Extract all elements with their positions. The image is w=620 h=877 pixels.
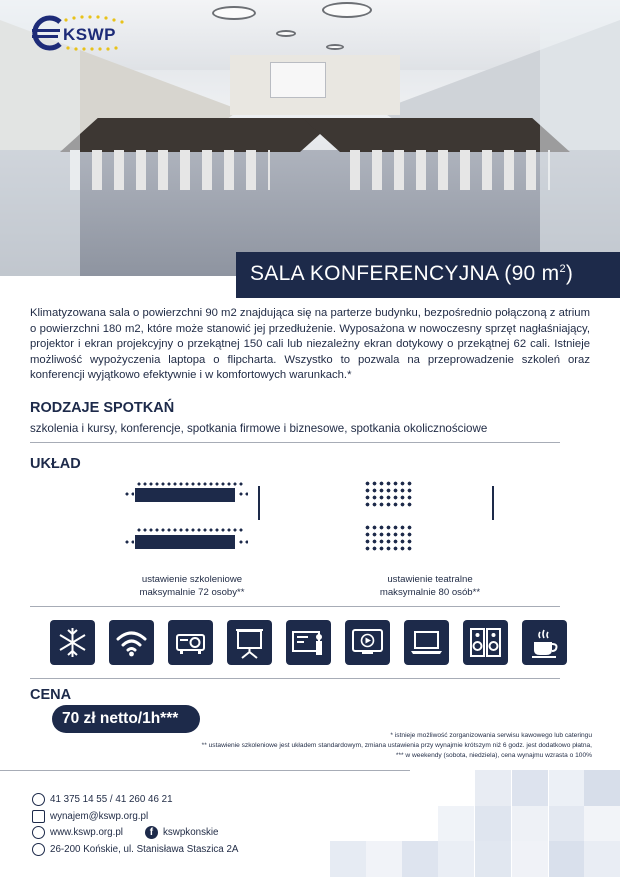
facebook-text: kswpkonskie — [162, 827, 219, 838]
speakers-icon — [463, 620, 508, 665]
tile — [584, 770, 620, 806]
projection-screen-icon — [227, 620, 272, 665]
price-badge: 70 zł netto/1h*** — [52, 705, 200, 733]
location-pin-icon — [32, 843, 45, 856]
tile — [512, 770, 548, 806]
tile — [330, 841, 366, 877]
wifi-icon — [109, 620, 154, 665]
title-tail: ) — [565, 262, 574, 285]
screen-marker — [492, 486, 494, 520]
divider — [30, 606, 560, 607]
tile — [402, 841, 438, 877]
chairs-right — [350, 150, 550, 190]
email-text: wynajem@kswp.org.pl — [50, 811, 149, 822]
contact-www[interactable] — [32, 826, 219, 839]
layout-heading: UKŁAD — [30, 456, 81, 472]
snowflake-icon — [50, 620, 95, 665]
title-text: SALA KONFERENCYJNA (90 m — [250, 262, 560, 285]
classroom-caption-line2: maksymalnie 72 osoby** — [139, 586, 245, 598]
contact-email[interactable] — [32, 810, 148, 823]
decorative-tiles — [330, 768, 620, 877]
footnote-1: * istnieje możliwość zorganizowania serwisu kawowego lub cateringu — [390, 732, 592, 739]
seat-row — [238, 540, 248, 544]
tile — [549, 806, 585, 842]
theater-caption-line1: ustawienie teatralne — [387, 574, 473, 585]
classroom-caption — [92, 574, 292, 599]
phone-text: 41 375 14 55 / 41 260 46 21 — [50, 794, 173, 805]
tile — [475, 841, 511, 877]
page-title — [236, 252, 620, 298]
screen-marker — [258, 486, 260, 520]
seat-row — [124, 540, 134, 544]
ceiling-lamp — [212, 6, 256, 20]
divider — [30, 442, 560, 443]
theater-caption — [330, 574, 530, 599]
envelope-icon — [32, 810, 45, 823]
glass-door-right — [540, 0, 620, 276]
seat-row — [124, 492, 134, 496]
contact-phone[interactable] — [32, 793, 173, 806]
seat-row — [136, 528, 244, 532]
seat-grid — [364, 524, 414, 552]
tile — [549, 841, 585, 877]
projection-screen — [270, 62, 326, 98]
tile — [512, 806, 548, 842]
footnote-3: *** w weekendy (sobota, niedziela), cena wynajmu wzrasta o 100% — [395, 752, 592, 759]
monitor-play-icon — [345, 620, 390, 665]
tile — [475, 770, 511, 806]
desk-row — [135, 535, 235, 549]
seat-grid — [364, 480, 414, 508]
laptop-icon — [404, 620, 449, 665]
tile — [366, 841, 402, 877]
price-heading: CENA — [30, 687, 72, 703]
address-text: 26-200 Końskie, ul. Stanisława Staszica 2A — [50, 844, 239, 855]
ceiling-lamp — [326, 44, 344, 50]
seat-row — [238, 492, 248, 496]
globe-icon — [32, 826, 45, 839]
classroom-caption-line1: ustawienie szkoleniowe — [141, 574, 243, 585]
tile — [584, 841, 620, 877]
conference-table-right — [302, 118, 570, 152]
tile — [438, 806, 474, 842]
tile — [475, 806, 511, 842]
coffee-cup-icon — [522, 620, 567, 665]
ceiling-lamp — [322, 2, 372, 18]
contact-address — [32, 843, 238, 856]
intro-paragraph: Klimatyzowana sala o powierzchni 90 m2 znajdująca się na parterze budynku, bezpośrednio połączoną z atrium o powierzchni 180 m2, które może stanowić jej przedłużenie. Wyposażona w nowoczesny sprzęt nagłaśniający, projektor i ekran projekcyjny o przekątnej 150 cali lub niezależny ekran dotykowy o przekątnej 62 cali. Istnieje możliwość wypożyczenia laptopa o flipcharta. Wszystko to pozwala na przeprowadzenie szkoleń oraz konferencji wyjątkowo efektywnie i w komfortowych warunkach.* — [30, 307, 590, 382]
meetings-heading: RODZAJE SPOTKAŃ — [30, 400, 175, 416]
desk-row — [135, 488, 235, 502]
tile — [584, 806, 620, 842]
title-superscript: 2 — [559, 263, 566, 275]
www-text: www.kswp.org.pl — [50, 827, 123, 838]
theater-caption-line2: maksymalnie 80 osób** — [379, 586, 481, 598]
seat-row — [136, 482, 244, 486]
chairs-left — [70, 150, 270, 190]
ceiling-lamp — [276, 30, 296, 37]
amenities-row — [50, 620, 580, 666]
facebook-icon: f — [145, 826, 158, 839]
footnote-2: ** ustawienie szkoleniowe jest układem standardowym, zmiana ustawienia przy wynajmie krótszym niż 6 godz. jest dodatkowo płatna, — [201, 742, 592, 749]
meetings-text: szkolenia i kursy, konferencje, spotkania firmowe i biznesowe, spotkania okolicznościowe — [30, 422, 488, 435]
presenter-board-icon — [286, 620, 331, 665]
tile — [549, 770, 585, 806]
phone-icon — [32, 793, 45, 806]
conference-table-left — [60, 118, 338, 152]
footnotes — [52, 731, 592, 761]
logo-text: KSWP — [63, 25, 116, 44]
divider — [30, 678, 560, 679]
tile — [438, 841, 474, 877]
tile — [512, 841, 548, 877]
projector-icon — [168, 620, 213, 665]
